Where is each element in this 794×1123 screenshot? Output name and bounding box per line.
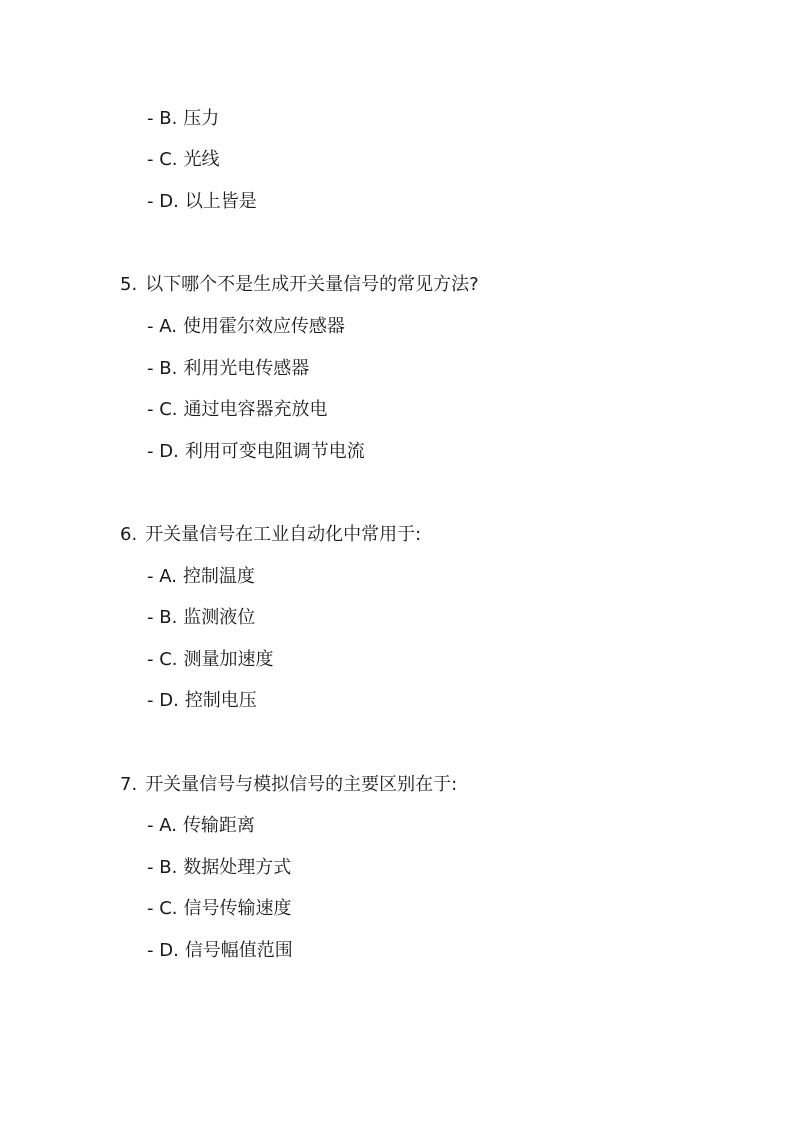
question-number: 5. — [120, 274, 138, 295]
option-line — [147, 440, 365, 464]
option-prefix: - A. — [147, 316, 177, 337]
option-text: 监测液位 — [183, 607, 256, 628]
question-5 — [120, 273, 479, 297]
option-prefix: - D. — [147, 690, 179, 711]
option-line — [147, 814, 255, 838]
question-text: 开关量信号在工业自动化中常用于: — [145, 524, 422, 545]
option-prefix: - C. — [147, 898, 178, 919]
question-number: 6. — [120, 524, 138, 545]
option-prefix: - A. — [147, 815, 177, 836]
option-text: 通过电容器充放电 — [183, 399, 328, 420]
option-prefix: - D. — [147, 441, 179, 462]
option-line — [147, 190, 257, 214]
option-line — [147, 939, 293, 963]
option-prefix: - D. — [147, 191, 179, 212]
option-prefix: - B. — [147, 108, 178, 129]
option-line — [147, 606, 255, 630]
option-prefix: - C. — [147, 149, 178, 170]
option-text: 信号幅值范围 — [184, 940, 293, 961]
option-prefix: - A. — [147, 566, 177, 587]
option-line — [147, 357, 309, 381]
option-prefix: - B. — [147, 607, 178, 628]
option-line — [147, 648, 274, 672]
option-text: 利用可变电阻调节电流 — [184, 441, 365, 462]
option-line — [147, 856, 291, 880]
option-line — [147, 398, 328, 422]
option-prefix: - B. — [147, 857, 178, 878]
option-prefix: - C. — [147, 649, 178, 670]
option-line — [147, 315, 345, 339]
option-prefix: - C. — [147, 399, 178, 420]
question-text: 开关量信号与模拟信号的主要区别在于: — [145, 774, 458, 795]
option-text: 控制温度 — [182, 566, 255, 587]
option-prefix: - B. — [147, 358, 178, 379]
option-text: 光线 — [183, 149, 220, 170]
option-text: 数据处理方式 — [183, 857, 292, 878]
option-line — [147, 148, 220, 172]
option-line — [147, 689, 257, 713]
option-text: 传输距离 — [182, 815, 255, 836]
option-text: 利用光电传感器 — [183, 358, 310, 379]
option-prefix: - D. — [147, 940, 179, 961]
option-text: 测量加速度 — [183, 649, 274, 670]
option-line — [147, 897, 292, 921]
option-text: 压力 — [183, 108, 220, 129]
question-text: 以下哪个不是生成开关量信号的常见方法? — [145, 274, 479, 295]
option-text: 使用霍尔效应传感器 — [182, 316, 345, 337]
option-text: 信号传输速度 — [183, 898, 292, 919]
question-6 — [120, 523, 421, 547]
option-text: 控制电压 — [184, 690, 257, 711]
option-line — [147, 107, 219, 131]
option-line — [147, 565, 255, 589]
question-number: 7. — [120, 774, 138, 795]
option-text: 以上皆是 — [184, 191, 257, 212]
question-7 — [120, 773, 457, 797]
